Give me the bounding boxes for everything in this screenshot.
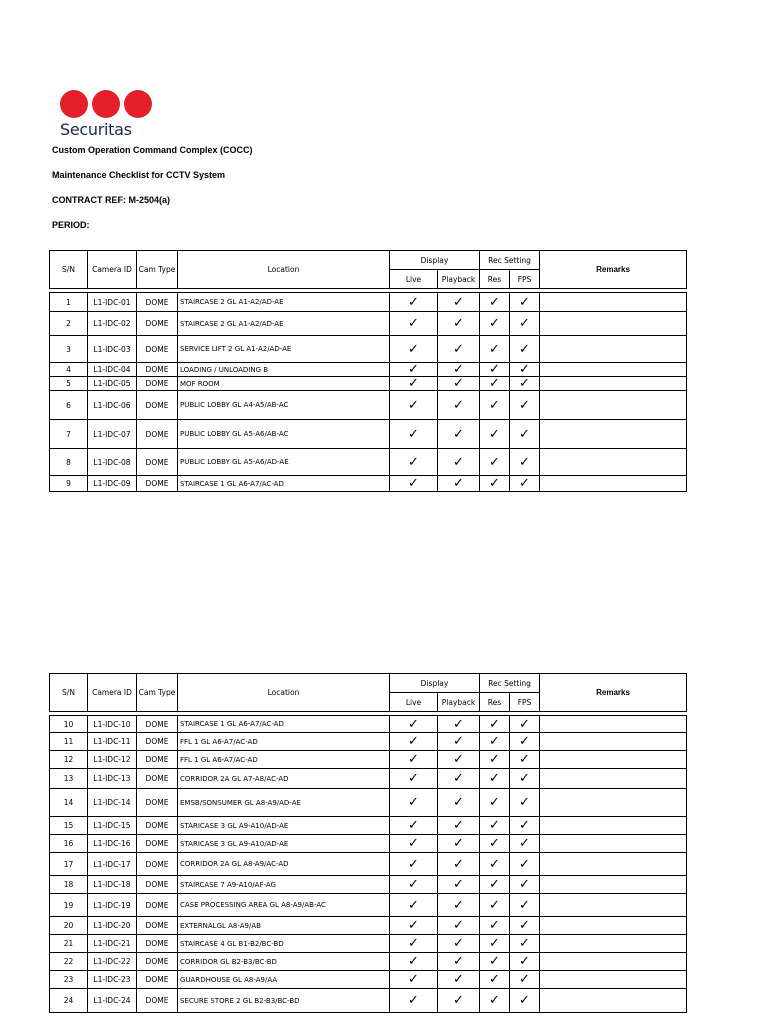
table-row (50, 989, 687, 1013)
table-row (50, 377, 687, 391)
row-live-check: ✓ (390, 751, 438, 769)
row-remarks (540, 917, 687, 935)
row-sn: 2 (50, 312, 88, 336)
col-res: Res (480, 270, 510, 289)
row-remarks (540, 449, 687, 476)
row-cam-type: DOME (137, 336, 178, 363)
row-location: STAIRCASE 2 GL A1-A2/AD-AE (178, 293, 390, 312)
row-live-check: ✓ (390, 716, 438, 733)
row-live-check: ✓ (390, 312, 438, 336)
col-playback: Playback (438, 270, 480, 289)
row-sn: 8 (50, 449, 88, 476)
row-sn: 4 (50, 363, 88, 377)
row-res-check: ✓ (480, 917, 510, 935)
row-camera-id: L1-IDC-09 (88, 476, 137, 492)
row-live-check: ✓ (390, 989, 438, 1013)
row-sn: 10 (50, 716, 88, 733)
table-body (50, 293, 687, 492)
row-camera-id: L1-IDC-10 (88, 716, 137, 733)
row-playback-check: ✓ (438, 751, 480, 769)
row-remarks (540, 853, 687, 876)
row-location: FFL 1 GL A6-A7/AC-AD (178, 751, 390, 769)
row-fps-check: ✓ (510, 449, 540, 476)
row-cam-type: DOME (137, 476, 178, 492)
row-res-check: ✓ (480, 894, 510, 917)
col-rec-setting: Rec Setting (480, 674, 540, 693)
row-camera-id: L1-IDC-15 (88, 817, 137, 835)
row-remarks (540, 835, 687, 853)
contract-ref: CONTRACT REF: M-2504(a) (52, 195, 171, 205)
row-fps-check: ✓ (510, 377, 540, 391)
row-playback-check: ✓ (438, 935, 480, 953)
row-live-check: ✓ (390, 377, 438, 391)
row-playback-check: ✓ (438, 817, 480, 835)
row-playback-check: ✓ (438, 476, 480, 492)
row-live-check: ✓ (390, 476, 438, 492)
row-camera-id: L1-IDC-11 (88, 733, 137, 751)
col-remarks: Remarks (540, 251, 687, 289)
row-sn: 20 (50, 917, 88, 935)
row-location: STAIRCASE 1 GL A6-A7/AC-AD (178, 716, 390, 733)
col-rec-setting: Rec Setting (480, 251, 540, 270)
row-live-check: ✓ (390, 935, 438, 953)
row-fps-check: ✓ (510, 363, 540, 377)
row-sn: 18 (50, 876, 88, 894)
row-fps-check: ✓ (510, 751, 540, 769)
checklist-table-page-2 (49, 673, 687, 1013)
row-camera-id: L1-IDC-22 (88, 953, 137, 971)
row-cam-type: DOME (137, 953, 178, 971)
logo-dot (124, 90, 152, 118)
col-display: Display (390, 251, 480, 270)
row-res-check: ✓ (480, 716, 510, 733)
row-live-check: ✓ (390, 336, 438, 363)
row-fps-check: ✓ (510, 336, 540, 363)
row-remarks (540, 363, 687, 377)
row-sn: 16 (50, 835, 88, 853)
row-remarks (540, 953, 687, 971)
row-camera-id: L1-IDC-08 (88, 449, 137, 476)
row-cam-type: DOME (137, 789, 178, 817)
row-sn: 9 (50, 476, 88, 492)
row-location: SECURE STORE 2 GL B2-B3/BC-BD (178, 989, 390, 1013)
row-playback-check: ✓ (438, 876, 480, 894)
row-res-check: ✓ (480, 449, 510, 476)
row-sn: 17 (50, 853, 88, 876)
row-res-check: ✓ (480, 420, 510, 449)
row-playback-check: ✓ (438, 917, 480, 935)
row-cam-type: DOME (137, 733, 178, 751)
row-res-check: ✓ (480, 789, 510, 817)
table-row (50, 312, 687, 336)
row-cam-type: DOME (137, 989, 178, 1013)
row-live-check: ✓ (390, 449, 438, 476)
row-sn: 3 (50, 336, 88, 363)
row-res-check: ✓ (480, 312, 510, 336)
securitas-logo (60, 90, 152, 139)
row-remarks (540, 336, 687, 363)
row-res-check: ✓ (480, 336, 510, 363)
table-row (50, 835, 687, 853)
col-fps: FPS (510, 693, 540, 712)
row-playback-check: ✓ (438, 989, 480, 1013)
col-sn: S/N (50, 251, 88, 289)
row-location: STAIRCASE 4 GL B1-B2/BC-BD (178, 935, 390, 953)
col-location: Location (178, 674, 390, 712)
row-live-check: ✓ (390, 971, 438, 989)
row-remarks (540, 876, 687, 894)
row-fps-check: ✓ (510, 420, 540, 449)
row-playback-check: ✓ (438, 971, 480, 989)
row-camera-id: L1-IDC-01 (88, 293, 137, 312)
row-cam-type: DOME (137, 971, 178, 989)
row-cam-type: DOME (137, 716, 178, 733)
row-fps-check: ✓ (510, 789, 540, 817)
row-cam-type: DOME (137, 876, 178, 894)
row-cam-type: DOME (137, 363, 178, 377)
row-location: MOF ROOM (178, 377, 390, 391)
row-sn: 7 (50, 420, 88, 449)
row-res-check: ✓ (480, 971, 510, 989)
row-location: LOADING / UNLOADING B (178, 363, 390, 377)
row-res-check: ✓ (480, 953, 510, 971)
row-remarks (540, 476, 687, 492)
row-remarks (540, 935, 687, 953)
row-live-check: ✓ (390, 789, 438, 817)
table-row (50, 716, 687, 733)
row-sn: 5 (50, 377, 88, 391)
row-sn: 13 (50, 769, 88, 789)
row-location: EMSB/SONSUMER GL A8-A9/AD-AE (178, 789, 390, 817)
col-location: Location (178, 251, 390, 289)
row-sn: 12 (50, 751, 88, 769)
row-cam-type: DOME (137, 769, 178, 789)
row-camera-id: L1-IDC-06 (88, 391, 137, 420)
row-location: CORRIDOR 2A GL A7-A8/AC-AD (178, 769, 390, 789)
row-live-check: ✓ (390, 876, 438, 894)
row-playback-check: ✓ (438, 894, 480, 917)
row-sn: 14 (50, 789, 88, 817)
row-location: CASE PROCESSING AREA GL A8-A9/AB-AC (178, 894, 390, 917)
row-fps-check: ✓ (510, 769, 540, 789)
row-location: FFL 1 GL A6-A7/AC-AD (178, 733, 390, 751)
table-row (50, 935, 687, 953)
row-playback-check: ✓ (438, 377, 480, 391)
table-row (50, 733, 687, 751)
row-remarks (540, 420, 687, 449)
row-camera-id: L1-IDC-07 (88, 420, 137, 449)
row-live-check: ✓ (390, 363, 438, 377)
row-camera-id: L1-IDC-18 (88, 876, 137, 894)
row-res-check: ✓ (480, 769, 510, 789)
table-row (50, 336, 687, 363)
table-row (50, 751, 687, 769)
row-location: GUARDHOUSE GL A8-A9/AA (178, 971, 390, 989)
row-fps-check: ✓ (510, 894, 540, 917)
row-playback-check: ✓ (438, 391, 480, 420)
row-camera-id: L1-IDC-20 (88, 917, 137, 935)
row-cam-type: DOME (137, 853, 178, 876)
col-res: Res (480, 693, 510, 712)
col-camera-id: Camera ID (88, 251, 137, 289)
row-sn: 15 (50, 817, 88, 835)
row-location: PUBLIC LOBBY GL A5-A6/AB-AC (178, 420, 390, 449)
row-live-check: ✓ (390, 817, 438, 835)
row-sn: 1 (50, 293, 88, 312)
col-fps: FPS (510, 270, 540, 289)
row-remarks (540, 391, 687, 420)
row-fps-check: ✓ (510, 917, 540, 935)
row-playback-check: ✓ (438, 293, 480, 312)
row-live-check: ✓ (390, 293, 438, 312)
row-fps-check: ✓ (510, 853, 540, 876)
row-playback-check: ✓ (438, 420, 480, 449)
row-live-check: ✓ (390, 835, 438, 853)
row-location: EXTERNALGL A8-A9/AB (178, 917, 390, 935)
row-camera-id: L1-IDC-19 (88, 894, 137, 917)
row-playback-check: ✓ (438, 789, 480, 817)
row-cam-type: DOME (137, 293, 178, 312)
row-res-check: ✓ (480, 751, 510, 769)
row-res-check: ✓ (480, 817, 510, 835)
row-cam-type: DOME (137, 377, 178, 391)
row-remarks (540, 817, 687, 835)
row-location: STARICASE 3 GL A9-A10/AD-AE (178, 835, 390, 853)
row-cam-type: DOME (137, 391, 178, 420)
row-remarks (540, 751, 687, 769)
row-res-check: ✓ (480, 989, 510, 1013)
table-row (50, 953, 687, 971)
row-res-check: ✓ (480, 476, 510, 492)
row-live-check: ✓ (390, 894, 438, 917)
row-camera-id: L1-IDC-24 (88, 989, 137, 1013)
table-row (50, 363, 687, 377)
row-remarks (540, 971, 687, 989)
row-fps-check: ✓ (510, 391, 540, 420)
row-fps-check: ✓ (510, 716, 540, 733)
checklist-title: Maintenance Checklist for CCTV System (52, 170, 226, 180)
row-cam-type: DOME (137, 917, 178, 935)
logo-dot (92, 90, 120, 118)
row-fps-check: ✓ (510, 971, 540, 989)
row-location: SERVICE LIFT 2 GL A1-A2/AD-AE (178, 336, 390, 363)
table-row (50, 769, 687, 789)
row-fps-check: ✓ (510, 312, 540, 336)
row-playback-check: ✓ (438, 953, 480, 971)
table-row (50, 971, 687, 989)
logo-text: Securitas (60, 120, 132, 139)
row-cam-type: DOME (137, 751, 178, 769)
row-fps-check: ✓ (510, 733, 540, 751)
row-playback-check: ✓ (438, 853, 480, 876)
table-body (50, 716, 687, 1013)
complex-title: Custom Operation Command Complex (COCC) (52, 145, 253, 155)
row-camera-id: L1-IDC-23 (88, 971, 137, 989)
row-fps-check: ✓ (510, 876, 540, 894)
row-camera-id: L1-IDC-16 (88, 835, 137, 853)
table-row (50, 293, 687, 312)
row-camera-id: L1-IDC-04 (88, 363, 137, 377)
row-res-check: ✓ (480, 363, 510, 377)
row-cam-type: DOME (137, 935, 178, 953)
row-fps-check: ✓ (510, 835, 540, 853)
row-remarks (540, 716, 687, 733)
table-row (50, 853, 687, 876)
row-res-check: ✓ (480, 835, 510, 853)
col-live: Live (390, 270, 438, 289)
row-cam-type: DOME (137, 420, 178, 449)
col-camera-id: Camera ID (88, 674, 137, 712)
row-remarks (540, 789, 687, 817)
row-playback-check: ✓ (438, 835, 480, 853)
col-cam-type: Cam Type (137, 251, 178, 289)
table-row (50, 476, 687, 492)
row-location: STAIRCASE 2 GL A1-A2/AD-AE (178, 312, 390, 336)
row-camera-id: L1-IDC-13 (88, 769, 137, 789)
row-location: PUBLIC LOBBY GL A4-A5/AB-AC (178, 391, 390, 420)
row-playback-check: ✓ (438, 769, 480, 789)
row-remarks (540, 312, 687, 336)
row-cam-type: DOME (137, 894, 178, 917)
table-row (50, 894, 687, 917)
row-live-check: ✓ (390, 420, 438, 449)
row-camera-id: L1-IDC-14 (88, 789, 137, 817)
row-sn: 19 (50, 894, 88, 917)
row-res-check: ✓ (480, 853, 510, 876)
row-live-check: ✓ (390, 733, 438, 751)
row-sn: 24 (50, 989, 88, 1013)
row-sn: 21 (50, 935, 88, 953)
row-fps-check: ✓ (510, 817, 540, 835)
row-res-check: ✓ (480, 293, 510, 312)
logo-dot (60, 90, 88, 118)
row-location: CORRIDOR 2A GL A8-A9/AC-AD (178, 853, 390, 876)
row-res-check: ✓ (480, 935, 510, 953)
row-sn: 22 (50, 953, 88, 971)
table-row (50, 817, 687, 835)
row-playback-check: ✓ (438, 716, 480, 733)
table-row (50, 449, 687, 476)
row-fps-check: ✓ (510, 476, 540, 492)
row-playback-check: ✓ (438, 733, 480, 751)
row-playback-check: ✓ (438, 449, 480, 476)
row-cam-type: DOME (137, 312, 178, 336)
row-playback-check: ✓ (438, 336, 480, 363)
row-camera-id: L1-IDC-02 (88, 312, 137, 336)
table-row (50, 876, 687, 894)
col-live: Live (390, 693, 438, 712)
row-location: CORRIDOR GL B2-B3/BC-BD (178, 953, 390, 971)
row-remarks (540, 377, 687, 391)
row-location: PUBLIC LOBBY GL A5-A6/AD-AE (178, 449, 390, 476)
row-fps-check: ✓ (510, 989, 540, 1013)
col-remarks: Remarks (540, 674, 687, 712)
row-res-check: ✓ (480, 377, 510, 391)
table-row (50, 917, 687, 935)
row-live-check: ✓ (390, 953, 438, 971)
row-sn: 6 (50, 391, 88, 420)
row-cam-type: DOME (137, 835, 178, 853)
row-remarks (540, 989, 687, 1013)
col-display: Display (390, 674, 480, 693)
period-label: PERIOD: (52, 220, 90, 230)
row-sn: 23 (50, 971, 88, 989)
row-sn: 11 (50, 733, 88, 751)
row-res-check: ✓ (480, 876, 510, 894)
row-remarks (540, 293, 687, 312)
row-live-check: ✓ (390, 853, 438, 876)
row-camera-id: L1-IDC-03 (88, 336, 137, 363)
row-live-check: ✓ (390, 391, 438, 420)
row-remarks (540, 769, 687, 789)
col-playback: Playback (438, 693, 480, 712)
row-fps-check: ✓ (510, 953, 540, 971)
row-playback-check: ✓ (438, 363, 480, 377)
row-cam-type: DOME (137, 449, 178, 476)
row-res-check: ✓ (480, 733, 510, 751)
row-location: STAIRCASE 7 A9-A10/AF-AG (178, 876, 390, 894)
row-live-check: ✓ (390, 769, 438, 789)
col-sn: S/N (50, 674, 88, 712)
row-remarks (540, 894, 687, 917)
row-fps-check: ✓ (510, 293, 540, 312)
logo-dots (60, 90, 152, 118)
row-camera-id: L1-IDC-05 (88, 377, 137, 391)
table-row (50, 391, 687, 420)
checklist-table-page-1 (49, 250, 687, 492)
table-row (50, 420, 687, 449)
row-location: STARICASE 3 GL A9-A10/AD-AE (178, 817, 390, 835)
row-camera-id: L1-IDC-17 (88, 853, 137, 876)
row-res-check: ✓ (480, 391, 510, 420)
row-cam-type: DOME (137, 817, 178, 835)
row-fps-check: ✓ (510, 935, 540, 953)
table-row (50, 789, 687, 817)
row-camera-id: L1-IDC-12 (88, 751, 137, 769)
row-location: STAIRCASE 1 GL A6-A7/AC-AD (178, 476, 390, 492)
col-cam-type: Cam Type (137, 674, 178, 712)
row-camera-id: L1-IDC-21 (88, 935, 137, 953)
row-live-check: ✓ (390, 917, 438, 935)
row-remarks (540, 733, 687, 751)
row-playback-check: ✓ (438, 312, 480, 336)
